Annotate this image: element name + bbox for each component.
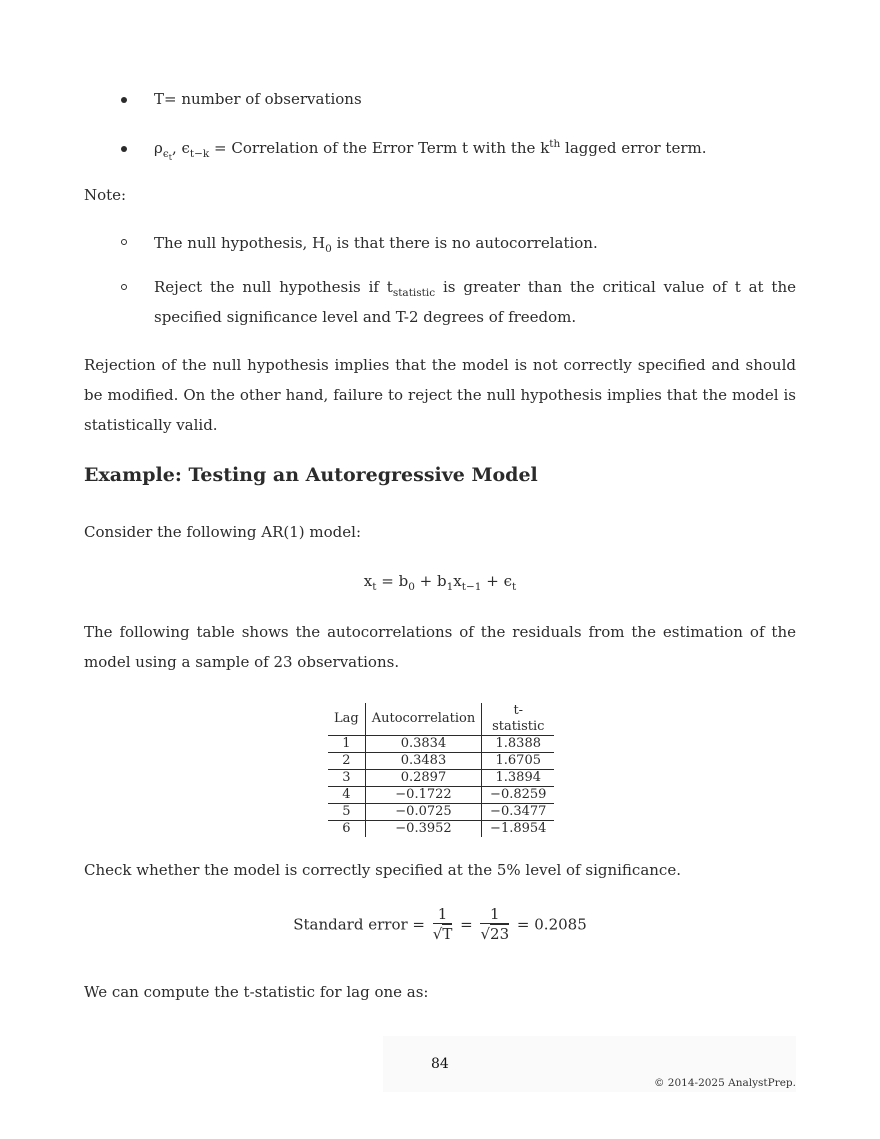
header-t-statistic: t-statistic xyxy=(482,703,555,736)
bullet-marker xyxy=(121,97,127,103)
note-null-hypothesis: The null hypothesis, $H_0$ is that there is no autocorrelation. xyxy=(154,234,598,255)
cell-t-statistic: −1.8954 xyxy=(490,821,547,836)
note-reject-rule: Reject the null hypothesis if $t_{statistic}$ is greater than the critical value of t at the specified significance level and T-2 degrees of freedom. xyxy=(154,278,796,326)
cell-lag: 5 xyxy=(328,804,365,821)
cell-t-statistic: −0.8259 xyxy=(482,787,555,804)
bullet-correlation: $\rho_{\epsilon_t}$, $\epsilon_{t-k}$ = Correlation of the Error Term t with the $k^{th}$ lagged error term. xyxy=(154,138,707,163)
cell-autocorrelation: 0.2897 xyxy=(365,770,482,787)
table-row xyxy=(328,736,554,753)
table-row xyxy=(328,753,554,770)
cell-lag: 1 xyxy=(328,736,365,753)
cell-t-statistic: 1.8388 xyxy=(482,736,555,753)
bullet-observations: T= number of observations xyxy=(154,90,362,108)
header-autocorrelation: Autocorrelation xyxy=(365,703,482,736)
table-row xyxy=(328,804,554,821)
header-lag: Lag xyxy=(328,703,365,736)
consider-text: Consider the following AR(1) model: xyxy=(84,523,362,541)
copyright: © 2014-2025 AnalystPrep. xyxy=(653,1077,796,1089)
cell-t-statistic: −0.3477 xyxy=(482,804,555,821)
note-label: Note: xyxy=(84,186,127,204)
paragraph-rejection: Rejection of the null hypothesis implies that the model is not correctly specified and should be modified. On the other hand, failure to reject the null hypothesis implies that the model is statistically valid. xyxy=(84,356,796,434)
cell-autocorrelation: 0.3483 xyxy=(365,753,482,770)
cell-lag: 4 xyxy=(328,787,365,804)
autocorrelation-table xyxy=(328,703,554,837)
cell-autocorrelation: −0.3952 xyxy=(365,821,482,838)
check-text: Check whether the model is correctly specified at the 5% level of significance. xyxy=(84,861,681,879)
cell-lag: 3 xyxy=(328,770,365,787)
table-header-row xyxy=(328,703,554,736)
sub-bullet-marker xyxy=(121,284,127,290)
bullet-marker xyxy=(121,146,127,152)
page-number: 84 xyxy=(431,1056,449,1072)
sub-bullet-marker xyxy=(121,239,127,245)
table-row xyxy=(328,821,554,838)
cell-autocorrelation: 0.3834 xyxy=(365,736,482,753)
cell-t-statistic: 1.3894 xyxy=(482,770,555,787)
table-row xyxy=(328,787,554,804)
standard-error-equation: Standard error = $\frac{1}{√T}$ = $\frac{1}{√23}$ = 0.2085 xyxy=(293,905,587,943)
table-intro: The following table shows the autocorrelations of the residuals from the estimation of the model using a sample of 23 observations. xyxy=(84,623,796,671)
compute-text: We can compute the t-statistic for lag one as: xyxy=(84,983,429,1001)
cell-lag: 6 xyxy=(328,821,365,838)
model-equation: $x_t = b_0 + b_1x_{t-1} + \epsilon_t$ xyxy=(363,572,517,593)
example-heading: Example: Testing an Autoregressive Model xyxy=(84,464,538,486)
cell-autocorrelation: −0.1722 xyxy=(365,787,482,804)
cell-lag: 2 xyxy=(328,753,365,770)
table-row xyxy=(328,770,554,787)
cell-autocorrelation: −0.0725 xyxy=(365,804,482,821)
cell-t-statistic: 1.6705 xyxy=(482,753,555,770)
